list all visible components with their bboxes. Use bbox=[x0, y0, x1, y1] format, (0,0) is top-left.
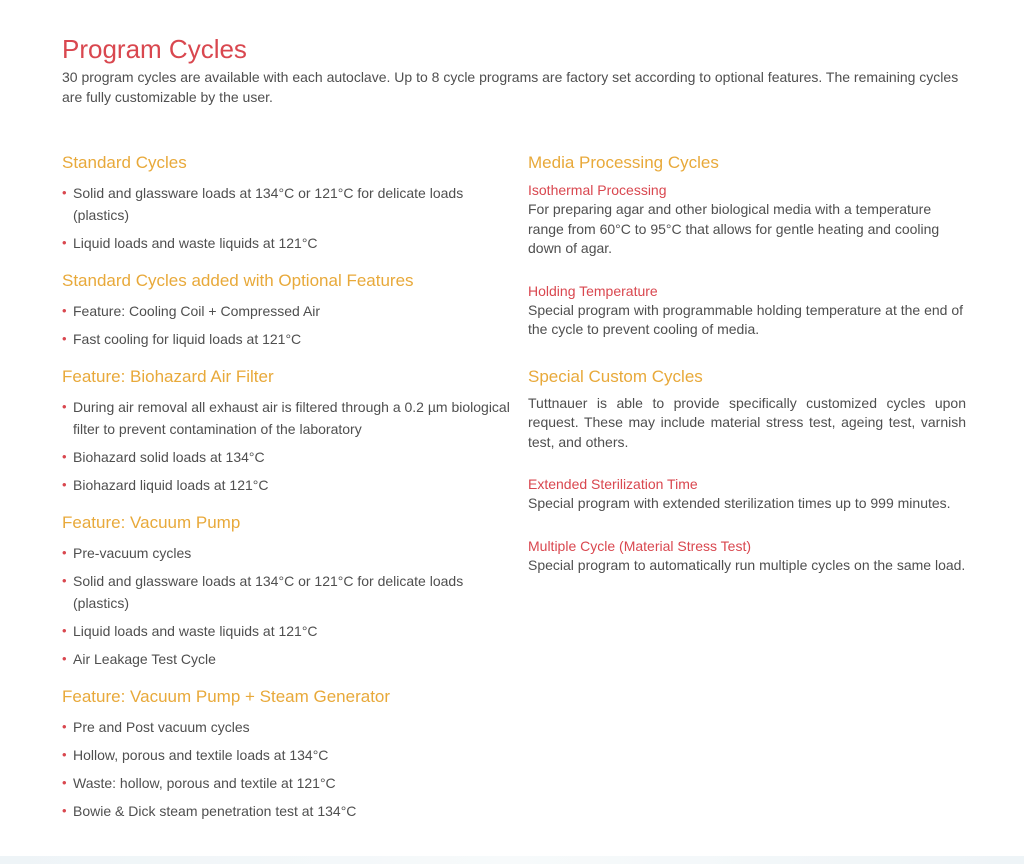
subsection-multiple bbox=[528, 536, 966, 576]
subsection-text: For preparing agar and other biological media with a temperature range from 60°C to 95°C that allows for gentle heating and cooling down of agar. bbox=[528, 201, 940, 256]
section-biohazard-filter bbox=[62, 364, 512, 496]
bullet-list bbox=[62, 396, 512, 496]
list-item: • Bowie & Dick steam penetration test at 134°C bbox=[62, 800, 512, 822]
bullet-icon: • bbox=[62, 235, 67, 250]
bullet-icon: • bbox=[62, 747, 67, 762]
section-optional-features bbox=[62, 268, 512, 350]
subsection-title: Holding Temperature bbox=[528, 282, 658, 299]
list-item: • Liquid loads and waste liquids at 121°C bbox=[62, 620, 512, 642]
subsection-text: Special program with extended sterilization times up to 999 minutes. bbox=[528, 495, 951, 511]
subsection-text: Tuttnauer is able to provide specifically customized cycles upon request. These may include material stress test, ageing test, varnish test, and others. bbox=[528, 394, 966, 450]
bullet-icon: • bbox=[62, 185, 67, 200]
bullet-list bbox=[62, 542, 512, 670]
subsection-title: Extended Sterilization Time bbox=[528, 476, 698, 492]
section-media-processing bbox=[528, 150, 966, 340]
subsection-isothermal bbox=[528, 180, 966, 259]
intro-paragraph: 30 program cycles are available with each autoclave. Up to 8 cycle programs are factory set according to optional features. The remaining cycles are fully customizable by the user. bbox=[62, 69, 959, 105]
subsection-text: Special program with programmable holding temperature at the end of the cycle to prevent cooling of media. bbox=[528, 301, 964, 337]
bullet-icon: • bbox=[62, 573, 67, 588]
right-column bbox=[528, 150, 966, 599]
section-heading: Media Processing Cycles bbox=[528, 153, 719, 172]
list-item: • Biohazard liquid loads at 121°C bbox=[62, 474, 512, 496]
list-item: • Waste: hollow, porous and textile at 121°C bbox=[62, 772, 512, 794]
list-item: • Biohazard solid loads at 134°C bbox=[62, 446, 512, 468]
bullet-icon: • bbox=[62, 803, 67, 818]
list-item: • Hollow, porous and textile loads at 134°C bbox=[62, 744, 512, 766]
list-item: • Fast cooling for liquid loads at 121°C bbox=[62, 328, 512, 350]
subsection-title: Multiple Cycle (Material Stress Test) bbox=[528, 537, 752, 554]
subsection-custom-intro bbox=[528, 394, 966, 453]
bullet-list bbox=[62, 716, 512, 822]
subsection-title: Isothermal Processing bbox=[528, 182, 667, 198]
list-item: • Solid and glassware loads at 134°C or 121°C for delicate loads (plastics) bbox=[62, 570, 512, 614]
section-heading: Standard Cycles added with Optional Features bbox=[62, 271, 414, 290]
page-title: Program Cycles bbox=[62, 34, 247, 64]
bullet-icon: • bbox=[62, 477, 67, 492]
bullet-list bbox=[62, 300, 512, 350]
list-item: • Liquid loads and waste liquids at 121°C bbox=[62, 232, 512, 254]
bottom-decoration bbox=[0, 856, 1024, 864]
list-item: • During air removal all exhaust air is filtered through a 0.2 µm biological filter to prevent contamination of the laboratory bbox=[62, 396, 512, 440]
section-heading: Standard Cycles bbox=[62, 153, 187, 172]
bullet-icon: • bbox=[62, 651, 67, 666]
subsection-text: Special program to automatically run multiple cycles on the same load. bbox=[528, 556, 966, 573]
bullet-icon: • bbox=[62, 399, 67, 414]
list-item: • Solid and glassware loads at 134°C or 121°C for delicate loads (plastics) bbox=[62, 182, 512, 226]
bullet-icon: • bbox=[62, 545, 67, 560]
section-heading: Special Custom Cycles bbox=[528, 366, 703, 386]
bullet-icon: • bbox=[62, 775, 67, 790]
section-heading: Feature: Vacuum Pump + Steam Generator bbox=[62, 687, 391, 706]
bullet-icon: • bbox=[62, 449, 67, 464]
bullet-icon: • bbox=[62, 331, 67, 346]
section-special-custom bbox=[528, 364, 966, 576]
bullet-icon: • bbox=[62, 719, 67, 734]
bullet-icon: • bbox=[62, 623, 67, 638]
list-item: • Pre-vacuum cycles bbox=[62, 542, 512, 564]
section-vacuum-steam bbox=[62, 684, 512, 822]
left-column bbox=[62, 150, 512, 836]
bullet-list bbox=[62, 182, 512, 254]
bullet-icon: • bbox=[62, 303, 67, 318]
subsection-holding bbox=[528, 281, 966, 340]
section-heading: Feature: Vacuum Pump bbox=[62, 513, 241, 532]
section-vacuum-pump bbox=[62, 510, 512, 670]
section-standard-cycles bbox=[62, 150, 512, 254]
list-item: • Pre and Post vacuum cycles bbox=[62, 716, 512, 738]
subsection-extended bbox=[528, 474, 966, 514]
list-item: • Feature: Cooling Coil + Compressed Air bbox=[62, 300, 512, 322]
section-heading: Feature: Biohazard Air Filter bbox=[62, 367, 274, 386]
list-item: • Air Leakage Test Cycle bbox=[62, 648, 512, 670]
